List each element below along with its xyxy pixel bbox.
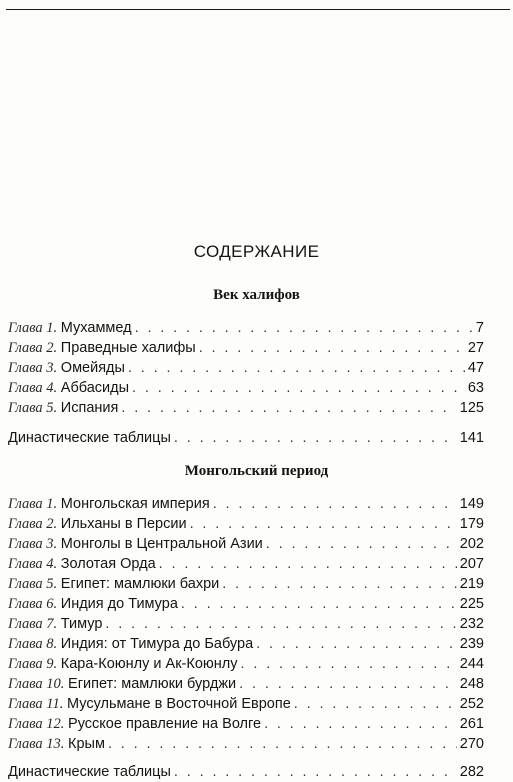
chapter-label: Глава 7.	[8, 616, 58, 632]
leader-dots	[240, 654, 456, 674]
chapter-label: Глава 11.	[8, 696, 64, 712]
chapter-label: Глава 4.	[8, 380, 58, 396]
chapter-label: Глава 10.	[8, 676, 65, 692]
leader-dots	[108, 734, 457, 754]
toc-entry[interactable]	[8, 574, 484, 594]
leader-dots	[174, 762, 457, 782]
chapter-label: Глава 8.	[8, 636, 58, 652]
page-number: 63	[467, 380, 484, 396]
page-title: СОДЕРЖАНИЕ	[193, 242, 320, 261]
chapter-label: Глава 2.	[8, 340, 58, 356]
leader-dots	[239, 674, 457, 694]
toc-entry[interactable]	[8, 534, 484, 554]
toc-entry[interactable]	[8, 614, 484, 634]
toc-entry-dynastic-tables[interactable]	[8, 428, 484, 448]
chapter-title: Аббасиды	[60, 380, 130, 396]
page-number: 149	[459, 496, 484, 512]
page-number: 47	[467, 360, 484, 376]
page-number: 125	[459, 400, 484, 416]
section-title-caliphs: Век халифов	[213, 287, 300, 303]
chapter-label: Глава 5.	[8, 400, 58, 416]
leader-dots	[199, 338, 465, 358]
chapter-label: Глава 5.	[8, 576, 58, 592]
chapter-title: Русское правление на Волге	[68, 716, 262, 732]
page-number: 27	[467, 340, 484, 356]
tables-title: Династические таблицы	[8, 430, 171, 446]
chapter-title: Кара-Коюнлу и Ак-Коюнлу	[60, 656, 238, 672]
page-number: 179	[459, 516, 484, 532]
leader-dots	[135, 318, 473, 338]
toc-entry[interactable]	[8, 674, 484, 694]
toc-entry[interactable]	[8, 714, 484, 734]
page-number: 225	[459, 596, 484, 612]
leader-dots	[264, 714, 457, 734]
chapter-label: Глава 9.	[8, 656, 58, 672]
toc-entry[interactable]	[8, 378, 484, 398]
chapter-label: Глава 3.	[8, 536, 58, 552]
leader-dots	[256, 634, 457, 654]
top-rule	[6, 9, 510, 10]
leader-dots	[128, 358, 465, 378]
toc-entry[interactable]	[8, 398, 484, 418]
chapter-label: Глава 1.	[8, 496, 58, 512]
chapter-title: Индия: от Тимура до Бабура	[60, 636, 254, 652]
toc-entry[interactable]	[8, 494, 484, 514]
page-number: 244	[459, 656, 484, 672]
page-number: 219	[459, 576, 484, 592]
chapter-title: Испания	[60, 400, 119, 416]
leader-dots	[294, 694, 457, 714]
chapter-label: Глава 4.	[8, 556, 58, 572]
tables-title: Династические таблицы	[8, 764, 171, 780]
toc-entry[interactable]	[8, 594, 484, 614]
page-number: 7	[475, 320, 484, 336]
page-number: 202	[459, 536, 484, 552]
leader-dots	[174, 428, 457, 448]
chapter-label: Глава 3.	[8, 360, 58, 376]
toc-entry[interactable]	[8, 514, 484, 534]
chapter-title: Мухаммед	[60, 320, 132, 336]
page-number: 239	[459, 636, 484, 652]
leader-dots	[159, 554, 457, 574]
chapter-title: Индия до Тимура	[60, 596, 178, 612]
chapter-label: Глава 12.	[8, 716, 65, 732]
toc-entry[interactable]	[8, 734, 484, 754]
leader-dots	[266, 534, 457, 554]
toc-list-mongol	[8, 494, 484, 782]
section-title-mongol: Монгольский период	[184, 463, 329, 479]
chapter-title: Ильханы в Персии	[60, 516, 187, 532]
page-number: 248	[459, 676, 484, 692]
chapter-label: Глава 13.	[8, 736, 65, 752]
chapter-label: Глава 1.	[8, 320, 58, 336]
chapter-title: Тимур	[60, 616, 103, 632]
toc-entry[interactable]	[8, 318, 484, 338]
chapter-title: Мусульмане в Восточной Европе	[66, 696, 291, 712]
toc-entry-dynastic-tables[interactable]	[8, 762, 484, 782]
leader-dots	[213, 494, 457, 514]
toc-list-caliphs	[8, 318, 484, 448]
page-number: 232	[459, 616, 484, 632]
page-number: 261	[459, 716, 484, 732]
chapter-label: Глава 6.	[8, 596, 58, 612]
page-number: 252	[459, 696, 484, 712]
page-number: 270	[459, 736, 484, 752]
chapter-title: Праведные халифы	[60, 340, 196, 356]
leader-dots	[132, 378, 465, 398]
leader-dots	[181, 594, 457, 614]
toc-entry[interactable]	[8, 554, 484, 574]
leader-dots	[190, 514, 457, 534]
leader-dots	[105, 614, 456, 634]
leader-dots	[222, 574, 457, 594]
chapter-title: Монгольская империя	[60, 496, 210, 512]
leader-dots	[121, 398, 456, 418]
chapter-title: Египет: мамлюки бурджи	[68, 676, 237, 692]
chapter-title: Омейяды	[60, 360, 125, 376]
toc-entry[interactable]	[8, 694, 484, 714]
page-number: 141	[459, 430, 484, 446]
toc-entry[interactable]	[8, 634, 484, 654]
chapter-label: Глава 2.	[8, 516, 58, 532]
toc-entry[interactable]	[8, 338, 484, 358]
toc-entry[interactable]	[8, 358, 484, 378]
toc-entry[interactable]	[8, 654, 484, 674]
chapter-title: Крым	[68, 736, 105, 752]
page-number: 282	[459, 764, 484, 780]
chapter-title: Египет: мамлюки бахри	[60, 576, 220, 592]
page-number: 207	[459, 556, 484, 572]
chapter-title: Золотая Орда	[60, 556, 156, 572]
chapter-title: Монголы в Центральной Азии	[60, 536, 263, 552]
